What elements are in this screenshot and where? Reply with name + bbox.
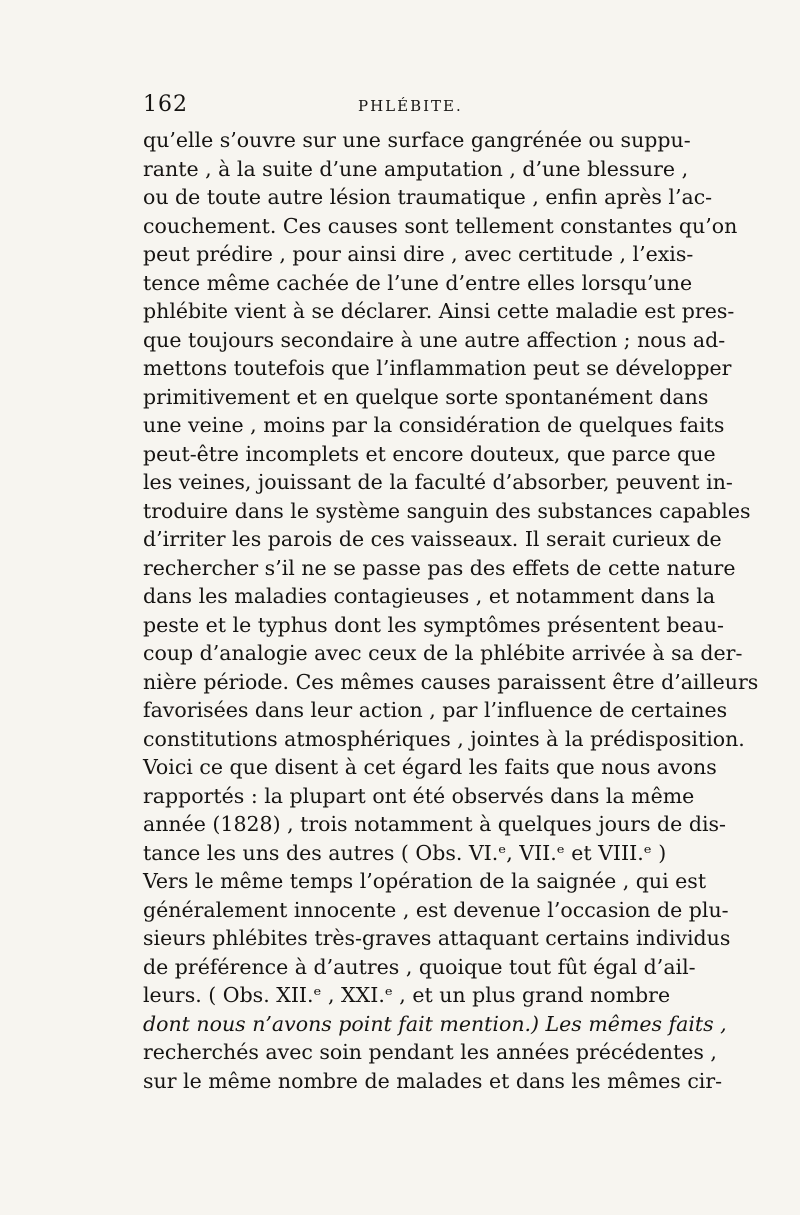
text-line: d’irriter les parois de ces vaisseaux. Il serait curieux de [143, 527, 722, 551]
text-line: constitutions atmosphériques , jointes à la prédisposition. [143, 726, 745, 751]
text-line: dans les maladies contagieuses , et notamment dans la [143, 584, 716, 608]
text-line: dont nous n’avons point fait mention.) Les mêmes faits , [143, 1011, 727, 1036]
text-line: primitivement et en quelque sorte spontanément dans [143, 384, 709, 409]
text-line: Voici ce que disent à cet égard les faits que nous avons [143, 755, 717, 779]
text-line: peut-être incomplets et encore douteux, que parce que [143, 441, 716, 466]
text-line: tance les uns des autres ( Obs. VI.ᵉ, VII.ᵉ et VIII.ᵉ ) [143, 840, 667, 865]
text-line: favorisées dans leur action , par l’influence de certaines [143, 698, 728, 722]
text-line: année (1828) , trois notamment à quelques jours de dis- [143, 812, 726, 836]
text-line: rechercher s’il ne se passe pas des effets de cette nature [143, 555, 736, 580]
running-head: PHLÉBITE. [358, 97, 463, 115]
text-line: qu’elle s’ouvre sur une surface gangrénée ou suppu- [143, 128, 691, 152]
text-line: peste et le typhus dont les symptômes présentent beau- [143, 612, 724, 637]
page-number: 162 [143, 92, 188, 117]
text-line: rante , à la suite d’une amputation , d’une blessure , [143, 156, 689, 181]
text-line: coup d’analogie avec ceux de la phlébite arrivée à sa der- [143, 641, 743, 665]
text-line: ou de toute autre lésion traumatique , enfin après l’ac- [143, 185, 713, 209]
text-line: tence même cachée de l’une d’entre elles lorsqu’une [143, 270, 693, 295]
text-line: généralement innocente , est devenue l’occasion de plu- [143, 897, 729, 922]
text-line: peut prédire , pour ainsi dire , avec certitude , l’exis- [143, 242, 694, 266]
text-line: leurs. ( Obs. XII.ᵉ , XXI.ᵉ , et un plus grand nombre [143, 983, 671, 1007]
text-line: nière période. Ces mêmes causes paraissent être d’ailleurs [143, 669, 759, 694]
text-line: sur le même nombre de malades et dans les mêmes cir- [143, 1068, 723, 1093]
text-line: couchement. Ces causes sont tellement constantes qu’on [143, 213, 738, 238]
text-line: sieurs phlébites très-graves attaquant certains individus [143, 926, 731, 950]
text-line: de préférence à d’autres , quoique tout fût égal d’ail- [143, 954, 696, 979]
text-line: mettons toutefois que l’inflammation peut se développer [143, 356, 732, 380]
text-line: une veine , moins par la considération de quelques faits [143, 413, 725, 437]
body-text [143, 126, 759, 1095]
text-line: recherchés avec soin pendant les années précédentes , [143, 1040, 717, 1064]
text-line: rapportés : la plupart ont été observés dans la même [143, 783, 695, 808]
text-line: les veines, jouissant de la faculté d’absorber, peuvent in- [143, 470, 733, 494]
page-header [143, 92, 658, 122]
text-line: troduire dans le système sanguin des substances capables [143, 498, 751, 523]
text-line: Vers le même temps l’opération de la saignée , qui est [143, 869, 707, 893]
text-line: que toujours secondaire à une autre affection ; nous ad- [143, 327, 726, 352]
text-line: phlébite vient à se déclarer. Ainsi cette maladie est pres- [143, 299, 735, 323]
